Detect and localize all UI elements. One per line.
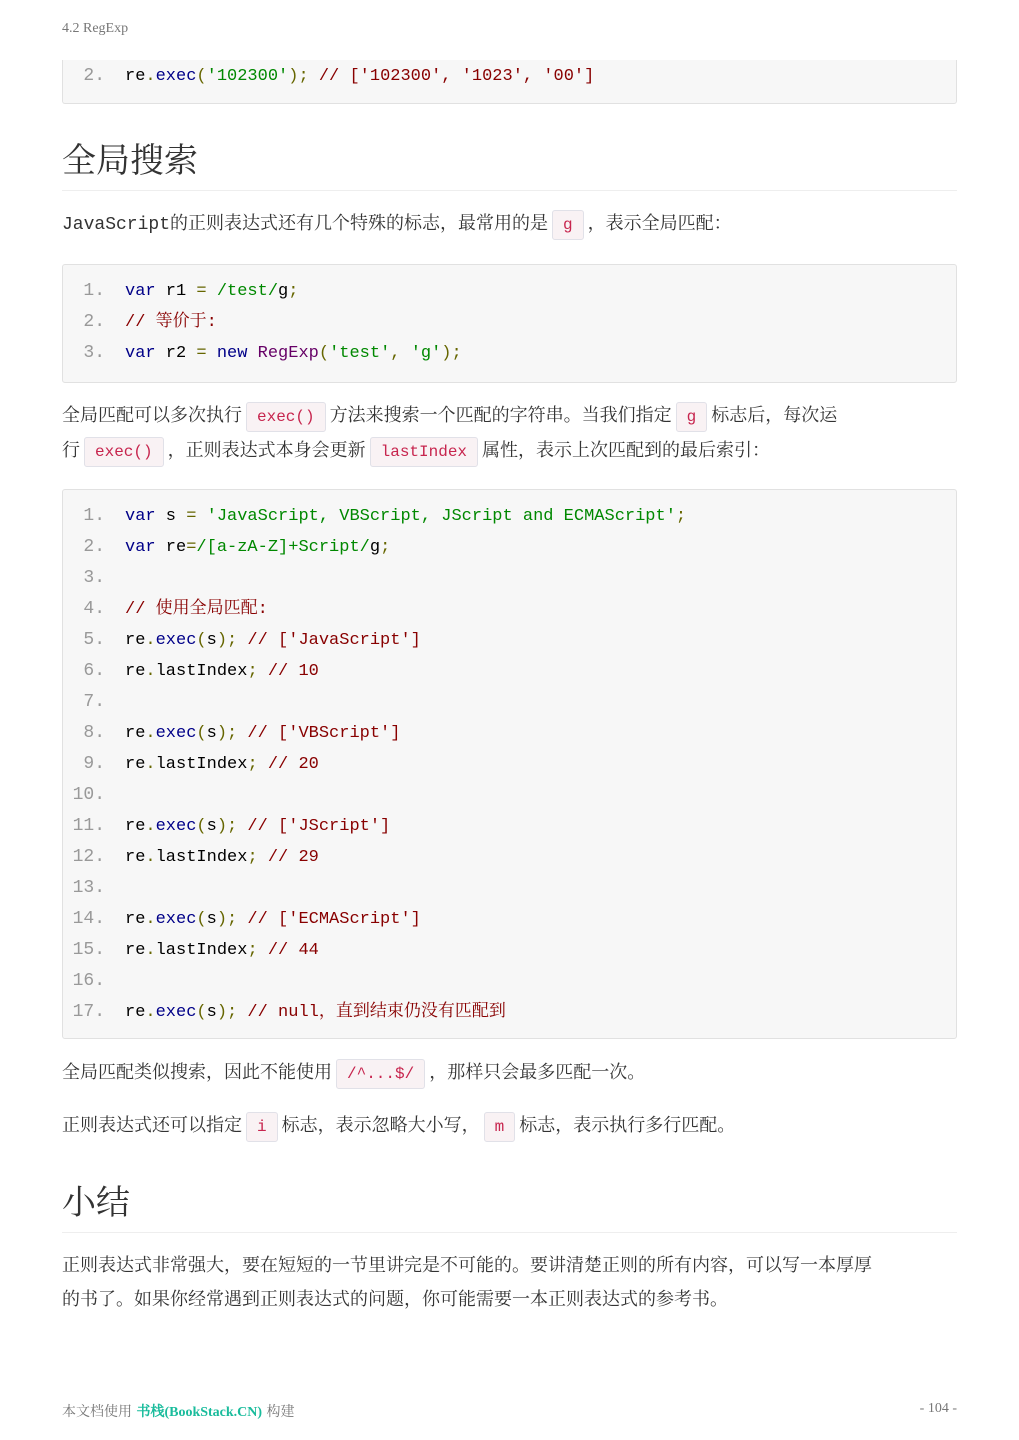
paragraph-text: 标志，表示忽略大小写， — [281, 1115, 480, 1136]
code-text — [125, 501, 686, 532]
inline-code-anchor-regex: /^...$/ — [336, 1059, 425, 1089]
line-number: 3. — [83, 343, 105, 363]
code-token: new — [216, 344, 248, 363]
inline-code-g: g — [552, 210, 584, 240]
line-number: 10. — [72, 785, 105, 805]
section-heading-summary: 小结 — [62, 1183, 130, 1223]
code-token: ); — [441, 344, 462, 363]
code-token: /test/ — [206, 282, 279, 301]
code-token: re — [155, 538, 187, 557]
inline-code-lastindex: lastIndex — [370, 437, 478, 467]
code-token: // null，直到结束仍没有匹配到 — [237, 1003, 506, 1022]
paragraph-global-flag-intro — [62, 207, 957, 242]
code-token: exec — [155, 724, 197, 743]
code-token: // 等价于: — [125, 313, 217, 332]
inline-code-g: g — [676, 402, 708, 432]
paragraph-text: 的书了。如果你经常遇到正则表达式的问题，你可能需要一本正则表达式的参考书。 — [62, 1289, 728, 1310]
code-token: // ['102300', '1023', '00'] — [308, 67, 595, 86]
line-number: 16. — [72, 971, 105, 991]
code-token: re — [125, 662, 146, 681]
code-block-continued — [62, 60, 957, 104]
code-token: ( — [196, 67, 207, 86]
code-token: r2 — [155, 344, 197, 363]
code-token: re — [125, 724, 146, 743]
line-number: 9. — [83, 754, 105, 774]
code-token: s — [206, 817, 217, 836]
code-token: ; — [675, 507, 687, 526]
code-token: g — [369, 538, 381, 557]
code-token: // 29 — [257, 848, 319, 867]
code-token: . — [145, 817, 156, 836]
paragraph-text: 行 — [62, 440, 80, 461]
line-number: 2. — [83, 66, 105, 86]
paragraph-text: 正则表达式还可以指定 — [62, 1115, 242, 1136]
code-token: . — [145, 724, 156, 743]
code-token: re — [125, 755, 146, 774]
code-text — [125, 61, 594, 92]
code-token: ); — [288, 67, 309, 86]
line-number: 2. — [83, 312, 105, 332]
line-number: 11. — [72, 816, 105, 836]
code-token: ( — [196, 724, 207, 743]
line-number: 8. — [83, 723, 105, 743]
code-text — [125, 594, 268, 625]
code-token: g — [278, 282, 289, 301]
code-text — [125, 338, 462, 369]
paragraph-text: 标志，表示执行多行匹配。 — [519, 1115, 736, 1136]
code-token: lastIndex — [155, 755, 248, 774]
code-token: re — [125, 1003, 146, 1022]
code-token: re — [125, 941, 146, 960]
line-number: 1. — [83, 506, 105, 526]
code-token: ; — [247, 848, 258, 867]
code-token: re — [125, 848, 146, 867]
code-token: 'test' — [329, 344, 391, 363]
paragraph-text: 全局匹配类似搜索，因此不能使用 — [62, 1062, 332, 1083]
code-text — [125, 935, 319, 966]
code-token: ( — [318, 344, 330, 363]
code-token: s — [155, 507, 187, 526]
line-number: 12. — [72, 847, 105, 867]
line-number: 1. — [83, 281, 105, 301]
code-token: // ['VBScript'] — [237, 724, 401, 743]
code-block-global-flag — [62, 264, 957, 383]
line-number: 6. — [83, 661, 105, 681]
code-token: = — [186, 538, 197, 557]
code-token: var — [125, 282, 156, 301]
code-token: re — [125, 817, 146, 836]
paragraph-text: 全局匹配可以多次执行 — [62, 405, 242, 426]
line-number: 17. — [72, 1002, 105, 1022]
code-token: s — [206, 631, 217, 650]
code-token: // 20 — [257, 755, 319, 774]
page-number: - 104 - — [919, 1401, 957, 1416]
code-text — [125, 532, 390, 563]
code-token: exec — [155, 67, 197, 86]
section-heading-global-search: 全局搜索 — [62, 141, 198, 181]
paragraph-i-m-flags — [62, 1109, 957, 1144]
code-token: ( — [196, 817, 207, 836]
code-token: ; — [247, 662, 258, 681]
running-header: 4.2 RegExp — [62, 21, 129, 36]
code-text — [125, 718, 400, 749]
code-token: s — [206, 910, 217, 929]
code-token: lastIndex — [155, 941, 248, 960]
code-token: ; — [380, 538, 391, 557]
paragraph-text: ，那样只会最多匹配一次。 — [429, 1062, 646, 1083]
code-token: = — [196, 344, 207, 363]
code-token: // ['JScript'] — [237, 817, 391, 836]
code-token: 'JavaScript, VBScript, JScript and ECMAScript' — [196, 507, 676, 526]
paragraph-summary — [62, 1249, 957, 1317]
code-token: var — [125, 507, 156, 526]
code-token: exec — [155, 910, 197, 929]
code-token: var — [125, 344, 156, 363]
paragraph-anchor-warning — [62, 1056, 957, 1091]
code-token: ; — [247, 941, 258, 960]
inline-code-exec: exec() — [84, 437, 164, 467]
footer-suffix: 构建 — [266, 1404, 295, 1420]
code-text — [125, 307, 217, 338]
code-token: exec — [155, 1003, 197, 1022]
code-token: lastIndex — [155, 662, 248, 681]
paragraph-text: 的正则表达式还有几个特殊的标志，最常用的是 — [170, 213, 549, 234]
code-token: . — [145, 755, 156, 774]
code-token: ; — [288, 282, 299, 301]
code-token: . — [145, 631, 156, 650]
code-token: ; — [247, 755, 258, 774]
code-token: = — [186, 507, 197, 526]
code-token: ); — [216, 631, 238, 650]
line-number: 7. — [83, 692, 105, 712]
code-token: // 使用全局匹配: — [125, 600, 268, 619]
code-token: . — [145, 67, 156, 86]
paragraph-text: 属性，表示上次匹配到的最后索引： — [482, 440, 771, 461]
line-number: 5. — [83, 630, 105, 650]
code-token: ); — [216, 1003, 238, 1022]
line-number: 14. — [72, 909, 105, 929]
line-number: 3. — [83, 568, 105, 588]
code-token: re — [125, 910, 146, 929]
code-token: exec — [155, 817, 197, 836]
code-token: r1 — [155, 282, 197, 301]
code-token: exec — [155, 631, 197, 650]
code-token: ); — [216, 817, 238, 836]
code-token: 'g' — [410, 344, 442, 363]
code-token: re — [125, 67, 146, 86]
line-number: 2. — [83, 537, 105, 557]
footer-credit — [62, 1401, 295, 1421]
code-token: RegExp — [257, 344, 319, 363]
code-token: var — [125, 538, 156, 557]
inline-code-m: m — [484, 1112, 516, 1142]
code-token: // 10 — [257, 662, 319, 681]
code-token: re — [125, 631, 146, 650]
line-number: 4. — [83, 599, 105, 619]
code-token: . — [145, 941, 156, 960]
paragraph-text: ，正则表达式本身会更新 — [167, 440, 366, 461]
code-token: ( — [196, 631, 207, 650]
heading-divider — [62, 190, 957, 191]
inline-code-exec: exec() — [246, 402, 326, 432]
code-token: ); — [216, 910, 238, 929]
paragraph-text: 标志后，每次运 — [711, 405, 838, 426]
line-number: 13. — [72, 878, 105, 898]
code-token: . — [145, 848, 156, 867]
code-token: ( — [196, 1003, 207, 1022]
line-number: 15. — [72, 940, 105, 960]
paragraph-text: ，表示全局匹配： — [587, 213, 732, 234]
code-token: s — [206, 1003, 217, 1022]
paragraph-text: 方法来搜索一个匹配的字符串。当我们指定 — [329, 405, 672, 426]
code-token: // ['ECMAScript'] — [237, 910, 421, 929]
inline-code-i: i — [246, 1112, 278, 1142]
code-token: . — [145, 910, 156, 929]
code-text — [125, 842, 319, 873]
code-token: /[a-zA-Z]+Script/ — [196, 538, 370, 557]
code-token: , — [390, 344, 411, 363]
footer-prefix: 本文档使用 — [62, 1404, 132, 1420]
code-token: . — [145, 1003, 156, 1022]
bookstack-link[interactable]: 书栈(BookStack.CN) — [136, 1405, 263, 1420]
paragraph-exec-lastindex — [62, 399, 957, 469]
code-text — [125, 997, 506, 1028]
code-text — [125, 276, 298, 307]
code-token: // 44 — [257, 941, 319, 960]
code-block-global-exec-example — [62, 489, 957, 1039]
code-token: '102300' — [206, 67, 289, 86]
code-token: // ['JavaScript'] — [237, 631, 421, 650]
code-text — [125, 749, 319, 780]
code-token: lastIndex — [155, 848, 248, 867]
code-text — [125, 625, 421, 656]
code-token: ); — [216, 724, 238, 743]
code-text — [125, 904, 421, 935]
code-token: = — [196, 282, 207, 301]
heading-divider — [62, 1232, 957, 1233]
code-text — [125, 811, 390, 842]
code-token — [247, 344, 257, 363]
paragraph-text: 正则表达式非常强大，要在短短的一节里讲完是不可能的。要讲清楚正则的所有内容，可以写一本厚厚 — [62, 1255, 872, 1276]
code-token: ( — [196, 910, 207, 929]
code-token: s — [206, 724, 217, 743]
code-text — [125, 656, 319, 687]
inline-word-javascript: JavaScript — [62, 215, 171, 235]
code-token: . — [145, 662, 156, 681]
code-token — [207, 344, 217, 363]
